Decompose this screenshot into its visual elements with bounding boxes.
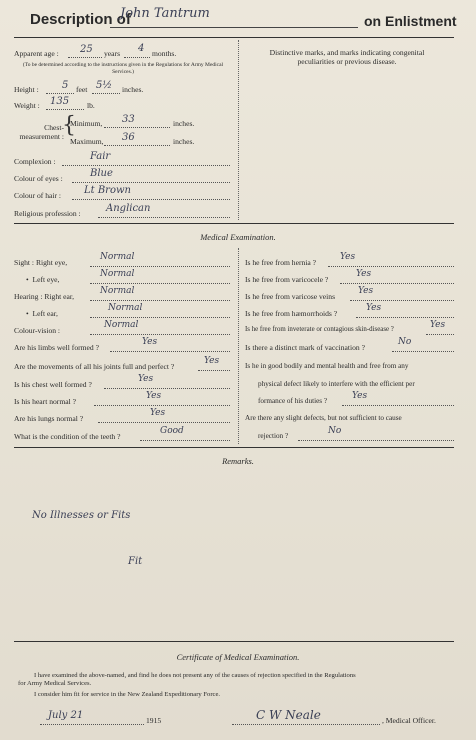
distinctive-marks-label: Distinctive marks, and marks indicating congenital peculiarities or previous disease.: [269, 48, 425, 66]
hernia-label: Is he free from hernia ?: [245, 258, 317, 267]
certificate-heading: Certificate of Medical Examination.: [176, 652, 300, 662]
religion-line: [98, 217, 230, 218]
date-line: [40, 724, 144, 725]
chest-max-label: Maximum,: [70, 137, 104, 146]
skin-label: Is he free from inveterate or contagious skin-disease ?: [245, 326, 394, 333]
hair-line: [72, 199, 230, 200]
varicose-line: [350, 300, 454, 301]
limbs-value: Yes: [142, 337, 158, 347]
age-years: 25: [80, 44, 93, 55]
joints-value: Yes: [204, 356, 220, 366]
health-q2: physical defect likely to interfere with the efficient per: [258, 380, 415, 388]
joints-line: [198, 370, 230, 371]
lungs-label: Are his lungs normal ?: [14, 414, 84, 423]
teeth-label: What is the condition of the teeth ?: [14, 432, 121, 441]
height-label: Height :: [14, 85, 39, 94]
vaccination-value: No: [398, 337, 412, 347]
limbs-line: [110, 351, 230, 352]
chest-formed-value: Yes: [138, 374, 154, 384]
weight-value: 135: [50, 96, 70, 107]
teeth-value: Good: [160, 426, 184, 436]
title-left: Description of: [30, 11, 131, 28]
sight-left-value: Normal: [100, 269, 135, 279]
hair-value: Lt Brown: [84, 185, 131, 196]
height-inches: 5½: [96, 80, 113, 91]
hearing-right-value: Normal: [100, 286, 135, 296]
medical-heading: Medical Examination.: [200, 232, 276, 242]
heart-label: Is his heart normal ?: [14, 397, 76, 406]
hearing-right-label: Hearing : Right ear,: [14, 292, 75, 301]
health-q1: Is he in good bodily and mental health and free from any: [245, 362, 409, 370]
medical-divider: [238, 248, 239, 444]
bullet: •: [26, 309, 33, 318]
eyes-value: Blue: [90, 168, 113, 179]
chest-min-label: Minimum,: [70, 119, 103, 128]
height-inches-line: [92, 93, 120, 94]
chest-max: 36: [122, 132, 135, 143]
sight-right-value: Normal: [100, 252, 135, 262]
varicose-label: Is he free from varicose veins: [245, 292, 336, 301]
weight-line: [46, 109, 84, 110]
slight-value: No: [328, 426, 342, 436]
signature-line: [232, 724, 380, 725]
health-value: Yes: [352, 391, 368, 401]
health-line: [342, 405, 454, 406]
haemorrhoids-label: Is he free from hæmorrhoids ?: [245, 309, 338, 318]
varicocele-value: Yes: [356, 269, 372, 279]
religion-label: Religious profession :: [14, 209, 81, 218]
height-feet: 5: [62, 80, 69, 91]
hearing-left-line: [90, 317, 230, 318]
chest-label: Chest-measurement :: [19, 123, 64, 141]
name-line: [110, 27, 358, 28]
slight-q1: Are there any slight defects, but not sufficient to cause: [245, 414, 402, 422]
height-feet-unit: feet: [76, 85, 88, 94]
sight-right-line: [90, 266, 230, 267]
heart-line: [94, 405, 230, 406]
hearing-left-text: Left ear,: [32, 309, 58, 318]
bullet: •: [26, 275, 33, 284]
age-years-unit: years: [104, 49, 121, 58]
chest-max-unit: inches.: [173, 137, 195, 146]
complexion-value: Fair: [90, 151, 111, 162]
vaccination-label: Is there a distinct mark of vaccination ?: [245, 343, 365, 352]
hearing-right-line: [90, 300, 230, 301]
sight-right-label: Sight : Right eye,: [14, 258, 68, 267]
sight-left-text: Left eye,: [32, 275, 60, 284]
age-label: Apparent age :: [14, 49, 59, 58]
chest-min: 33: [122, 114, 135, 125]
chest-formed-line: [104, 388, 230, 389]
complexion-label: Complexion :: [14, 157, 56, 166]
slight-q2: rejection ?: [258, 432, 289, 440]
hernia-line: [328, 266, 454, 267]
joints-label: Are the movements of all his joints full and perfect ?: [14, 362, 175, 371]
enlistee-name: John Tantrum: [120, 6, 210, 21]
eyes-line: [72, 182, 230, 183]
haemorrhoids-value: Yes: [366, 303, 382, 313]
colour-vision-label: Colour-vision :: [14, 326, 61, 335]
varicocele-line: [340, 283, 454, 284]
colour-vision-line: [90, 334, 230, 335]
chest-max-line: [104, 145, 170, 146]
weight-label: Weight :: [14, 101, 40, 110]
limbs-label: Are his limbs well formed ?: [14, 343, 99, 352]
chest-formed-label: Is his chest well formed ?: [14, 380, 92, 389]
certificate-text2: for Army Medical Services.: [18, 680, 92, 687]
title-right: on Enlistment: [364, 13, 457, 29]
remarks-heading: Remarks.: [222, 456, 254, 466]
hernia-value: Yes: [340, 252, 356, 262]
hearing-left-label: [26, 309, 58, 318]
certificate-rule: [14, 641, 454, 642]
lungs-value: Yes: [150, 408, 166, 418]
teeth-line: [140, 440, 230, 441]
colour-vision-value: Normal: [104, 320, 139, 330]
medical-rule: [14, 223, 454, 224]
remarks-rule: [14, 447, 454, 448]
certificate-date: July 21: [48, 710, 84, 721]
lungs-line: [98, 422, 230, 423]
weight-unit: lb.: [87, 101, 95, 110]
height-inches-unit: inches.: [122, 85, 144, 94]
certificate-text1: I have examined the above-named, and find he does not present any of the causes of rejection specified in the Regulations: [34, 672, 356, 679]
slight-line: [298, 440, 454, 441]
chest-min-unit: inches.: [173, 119, 195, 128]
remarks-line2: Fit: [128, 556, 143, 567]
medical-officer-label: , Medical Officer.: [382, 716, 436, 725]
age-note: (To be determined according to the instructions given in the Regulations for Army Medical Services.): [22, 62, 224, 75]
certificate-text3: I consider him fit for service in the New Zealand Expeditionary Force.: [34, 691, 221, 698]
skin-line: [426, 334, 454, 335]
complexion-line: [62, 165, 230, 166]
age-months: 4: [138, 43, 145, 54]
age-months-line: [124, 57, 150, 58]
skin-value: Yes: [430, 320, 446, 330]
vaccination-line: [392, 351, 454, 352]
age-years-line: [68, 57, 102, 58]
haemorrhoids-line: [356, 317, 454, 318]
sight-left-line: [90, 283, 230, 284]
certificate-year-text: 1915: [146, 716, 162, 725]
top-divider: [238, 40, 239, 220]
sight-left-label: [26, 275, 59, 284]
remarks-line1: No Illnesses or Fits: [32, 510, 131, 521]
chest-min-line: [104, 127, 170, 128]
height-feet-line: [46, 93, 74, 94]
heart-value: Yes: [146, 391, 162, 401]
header-rule: [14, 37, 454, 38]
varicocele-label: Is he free from varicocele ?: [245, 275, 329, 284]
certificate-year: [146, 716, 161, 725]
chest-brace: {: [62, 113, 76, 138]
age-months-unit: months.: [152, 49, 177, 58]
varicose-value: Yes: [358, 286, 374, 296]
medical-officer-signature: C W Neale: [256, 708, 321, 722]
health-q3: formance of his duties ?: [258, 397, 328, 405]
eyes-label: Colour of eyes :: [14, 174, 63, 183]
religion-value: Anglican: [106, 203, 151, 214]
hair-label: Colour of hair :: [14, 191, 62, 200]
hearing-left-value: Normal: [108, 303, 143, 313]
